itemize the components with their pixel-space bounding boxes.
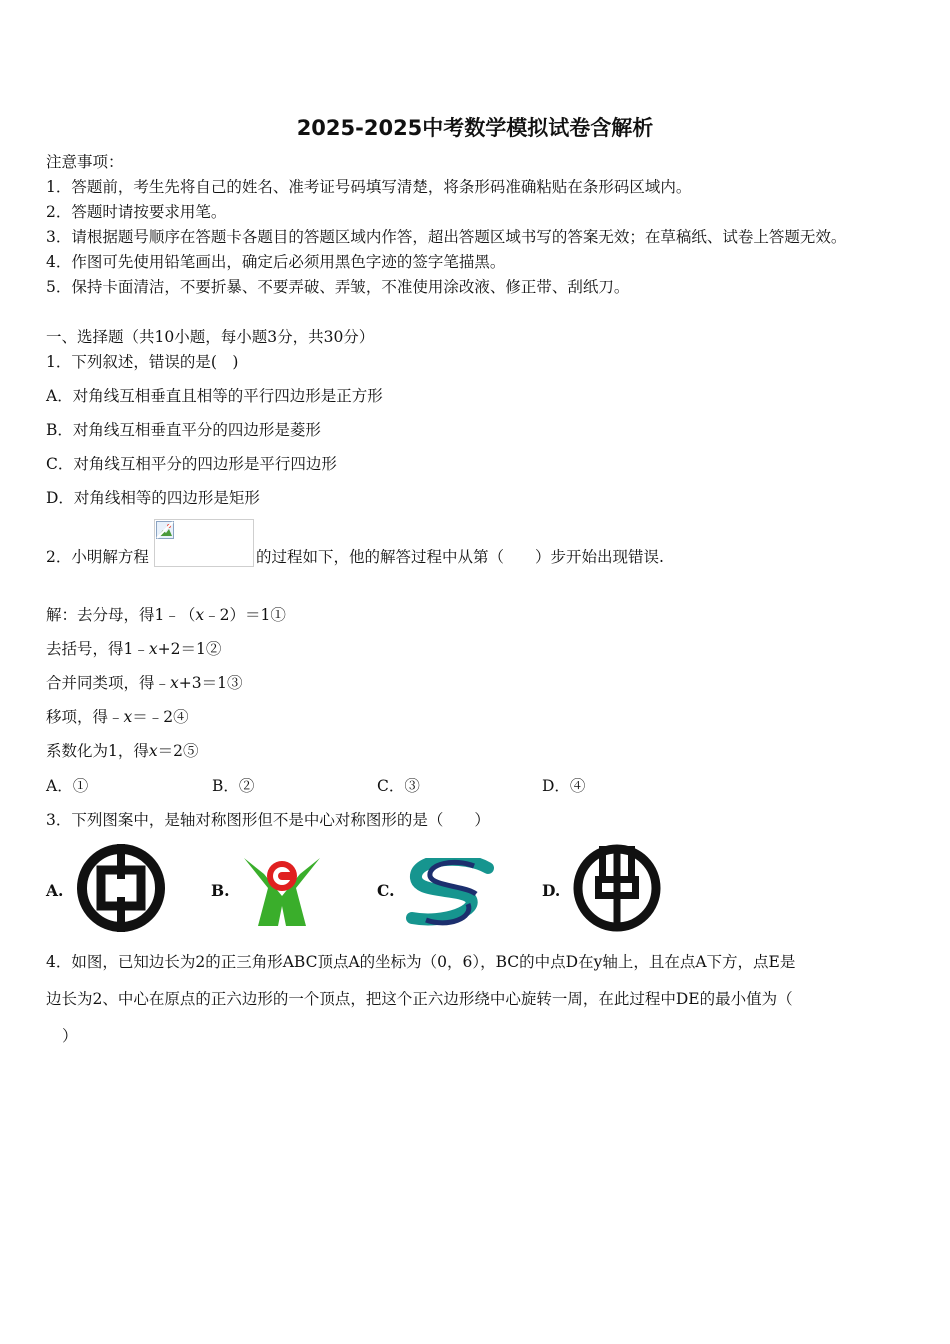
question-3-label-c: C. (377, 881, 395, 900)
step-text: ﹣2）＝1① (204, 606, 286, 624)
question-3-label-a: A. (46, 881, 64, 900)
notice-item: 4．作图可先使用铅笔画出，确定后必须用黑色字迹的签字笔描黑。 (46, 253, 506, 271)
question-1-option-a: A．对角线互相垂直且相等的平行四边形是正方形 (46, 387, 383, 405)
variable-x: x (195, 606, 205, 624)
step-text: ＝﹣2④ (132, 708, 189, 726)
question-2-option-d: D．④ (542, 777, 586, 795)
page-title: 2025-2025中考数学模拟试卷含解析 (296, 116, 654, 140)
step-text: ＝2⑤ (157, 742, 199, 760)
notice-item: 5．保持卡面清洁，不要折暴、不要弄破、弄皱，不准使用涂改液、修正带、刮纸刀。 (46, 278, 630, 296)
solution-step-5 (46, 741, 199, 761)
equation-image-placeholder (154, 519, 254, 567)
solution-step-4 (46, 707, 189, 727)
variable-x: x (170, 674, 179, 692)
question-3-stem: 3．下列图案中，是轴对称图形但不是中心对称图形的是（ ） (46, 811, 490, 829)
step-text: +2＝1② (157, 640, 222, 658)
question-3-label-b: B. (211, 881, 230, 900)
question-1-option-b: B．对角线互相垂直平分的四边形是菱形 (46, 421, 321, 439)
step-text: 合并同类项，得﹣ (46, 674, 171, 692)
question-1-option-d: D．对角线相等的四边形是矩形 (46, 489, 260, 507)
question-2-option-b: B．② (212, 777, 255, 795)
variable-x: x (148, 742, 158, 760)
question-1-option-c: C．对角线互相平分的四边形是平行四边形 (46, 455, 337, 473)
solution-step-3 (46, 673, 242, 693)
notice-item: 1．答题前，考生先将自己的姓名、准考证号码填写清楚，将条形码准确粘贴在条形码区域内。 (46, 178, 692, 196)
rural-credit-logo-icon (238, 848, 326, 934)
question-2-option-c: C．③ (377, 777, 420, 795)
section-heading: 一、选择题（共10小题，每小题3分，共30分） (46, 328, 375, 346)
question-4-line-2: 边长为2、中心在原点的正六边形的一个顶点，把这个正六边形绕中心旋转一周，在此过程中DE的最小值为（ (46, 990, 793, 1008)
question-2-option-a: A．① (46, 777, 89, 795)
variable-x: x (123, 708, 133, 726)
step-text: 系数化为1，得 (46, 742, 149, 760)
step-text: 解：去分母，得1﹣（ (46, 606, 196, 624)
solution-step-1 (46, 605, 286, 625)
step-text: 移项，得﹣ (46, 708, 124, 726)
agricultural-bank-logo-icon (570, 842, 664, 934)
bank-of-china-logo-icon (74, 842, 168, 934)
step-text: 去括号，得1﹣ (46, 640, 149, 658)
question-2-stem-start: 2．小明解方程 (46, 548, 149, 566)
notice-item: 3．请根据题号顺序在答题卡各题目的答题区域内作答，超出答题区域书写的答案无效；在草稿纸、试卷上答题无效。 (46, 228, 847, 246)
step-text: +3＝1③ (178, 674, 243, 692)
variable-x: x (148, 640, 158, 658)
broken-image-icon (156, 521, 174, 539)
question-3-label-d: D. (542, 881, 561, 900)
question-2-stem-end: 的过程如下，他的解答过程中从第（ ）步开始出现错误. (256, 548, 664, 566)
notice-heading: 注意事项： (46, 153, 124, 171)
notice-item: 2．答题时请按要求用笔。 (46, 203, 227, 221)
question-4-line-1: 4．如图，已知边长为2的正三角形ABC顶点A的坐标为（0，6），BC的中点D在y轴上，且在点A下方，点E是 (46, 953, 796, 971)
solution-step-2 (46, 639, 221, 659)
shanghai-bank-logo-icon (404, 858, 496, 930)
question-4-line-3: ） (62, 1027, 78, 1045)
question-1-stem: 1．下列叙述，错误的是( ) (46, 353, 239, 371)
